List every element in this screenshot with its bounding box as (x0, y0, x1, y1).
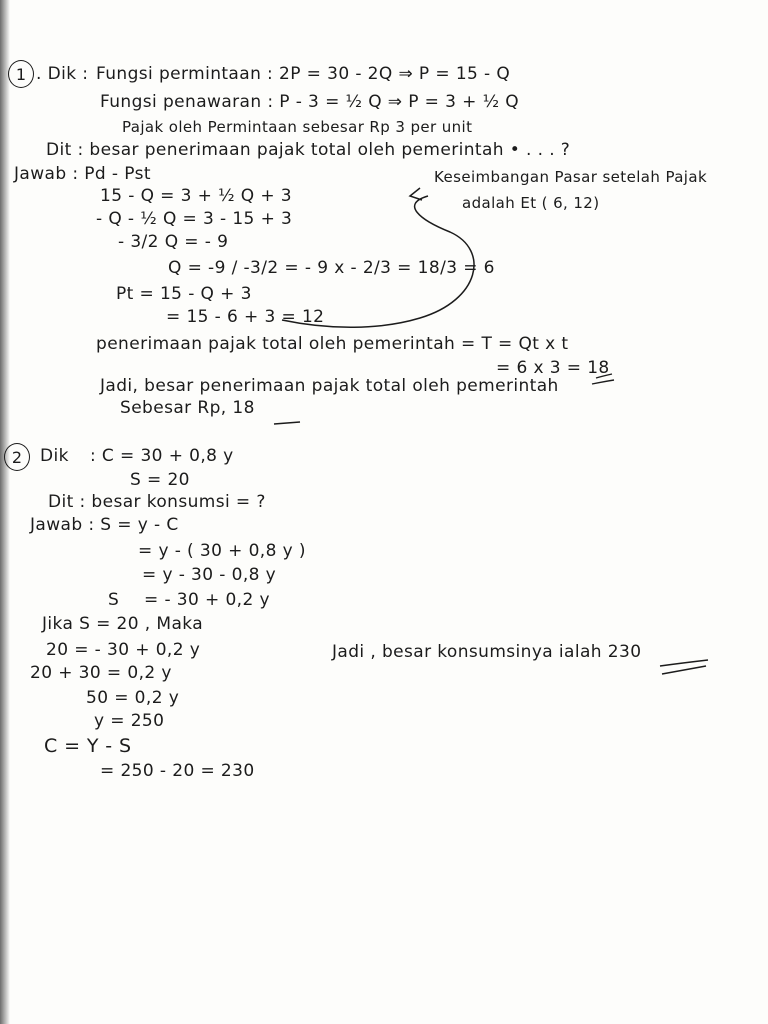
answer1-underline-2 (592, 380, 614, 384)
problem2-step5: 20 + 30 = 0,2 y (30, 663, 172, 683)
problem1-step4: Q = -9 / -3/2 = - 9 x - 2/3 = 18/3 = 6 (168, 258, 495, 278)
problem1-total-formula: penerimaan pajak total oleh pemerintah = T = Qt x t (96, 334, 569, 354)
problem1-conclusion-line2: Sebesar Rp, 18 (120, 398, 255, 418)
problem2-step3-s: S (108, 590, 120, 610)
problem1-step3: - 3/2 Q = - 9 (118, 232, 229, 252)
answer2-underline-2 (662, 666, 706, 674)
problem2-dit-question: Dit : besar konsumsi = ? (48, 492, 266, 512)
problem2-jawab-label: Jawab : S = y - C (30, 515, 179, 535)
problem2-step9: = 250 - 20 = 230 (100, 761, 255, 781)
problem2-step4: 20 = - 30 + 0,2 y (46, 640, 201, 660)
problem2-given-consumption: : C = 30 + 0,8 y (90, 446, 234, 466)
problem1-number: 1 (15, 64, 27, 84)
problem1-supply-function: Fungsi penawaran : P - 3 = ½ Q ⇒ P = 3 + ½ Q (100, 92, 520, 112)
problem2-number: 2 (11, 447, 23, 467)
answer1b-underline (274, 422, 300, 424)
problem2-step6: 50 = 0,2 y (86, 688, 180, 708)
problem1-conclusion-line1: Jadi, besar penerimaan pajak total oleh pemerintah (100, 376, 559, 396)
problem1-step2: - Q - ½ Q = 3 - 15 + 3 (96, 209, 293, 229)
problem2-dik-label: Dik (40, 446, 69, 466)
problem2-jika: Jika S = 20 , Maka (42, 614, 204, 634)
problem1-step1: 15 - Q = 3 + ½ Q + 3 (100, 186, 293, 206)
problem2-given-saving: S = 20 (130, 470, 190, 490)
problem1-step5: Pt = 15 - Q + 3 (116, 284, 252, 304)
problem1-note-result: adalah Et ( 6, 12) (462, 194, 600, 212)
problem1-step6: = 15 - 6 + 3 = 12 (166, 307, 325, 327)
problem2-step3: = - 30 + 0,2 y (144, 590, 270, 610)
problem2-step7: y = 250 (94, 711, 165, 731)
problem2-conclusion: Jadi , besar konsumsinya ialah 230 (332, 642, 642, 662)
problem1-jawab-label: Jawab : Pd - Pst (14, 164, 151, 184)
problem1-demand-function: Fungsi permintaan : 2P = 30 - 2Q ⇒ P = 15 - Q (96, 64, 511, 84)
problem2-step1: = y - ( 30 + 0,8 y ) (138, 541, 306, 561)
answer2-underline-1 (660, 660, 708, 666)
equilibrium-arrow (282, 196, 474, 327)
problem2-step8: C = Y - S (44, 735, 132, 757)
problem1-note-equilibrium: Keseimbangan Pasar setelah Pajak (434, 168, 708, 186)
answer1-underline-1 (596, 374, 612, 378)
problem1-total-calc: = 6 x 3 = 18 (496, 358, 610, 378)
problem2-step2: = y - 30 - 0,8 y (142, 565, 277, 585)
problem1-dik-label: . Dik : (36, 64, 89, 84)
problem1-dit-question: Dit : besar penerimaan pajak total oleh pemerintah • . . . ? (46, 140, 571, 160)
problem1-tax-statement: Pajak oleh Permintaan sebesar Rp 3 per unit (122, 118, 473, 136)
